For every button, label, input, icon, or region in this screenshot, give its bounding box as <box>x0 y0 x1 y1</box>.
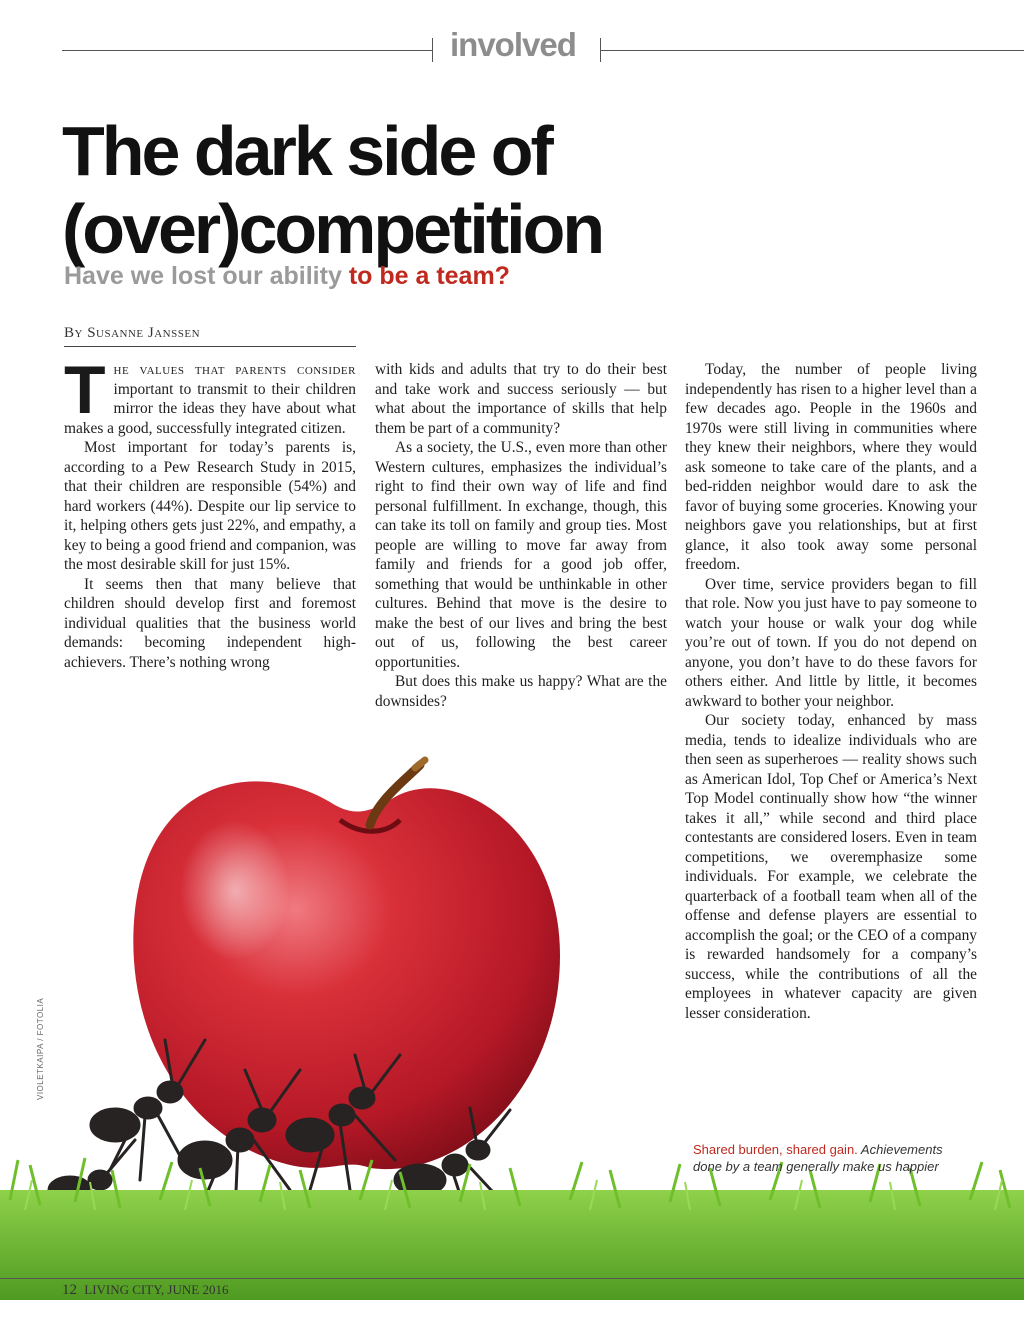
page-number: 12 <box>62 1282 77 1298</box>
footer-rule <box>0 1278 1024 1279</box>
col1-paragraph-1 <box>64 352 356 438</box>
caption-rest: Achievements done by a team generally make us happier <box>693 1142 943 1174</box>
section-label: involved <box>450 26 576 63</box>
col2-paragraph-3: But does this make us happy? What are the downsides? <box>375 673 667 710</box>
publication-info: LIVING CITY, JUNE 2016 <box>84 1282 229 1297</box>
photo-credit: VIOLETKAIPA / FOTOLIA <box>36 997 45 1100</box>
caption-lead: Shared burden, shared gain. <box>693 1142 858 1157</box>
apple-highlight <box>180 820 290 960</box>
col2-paragraph-1: with kids and adults that try to do their best and take work and success seriously — but what about the importance of skills that help them be part of a community? <box>375 361 667 437</box>
article-title <box>62 112 762 268</box>
article-subtitle <box>64 262 510 291</box>
col3-paragraph-2: Over time, service providers began to fill that role. Now you just have to pay someone to watch your house or walk your dog while you’re out of town. If you do not depend on anyone, you don’t have to do these favors for others either. And little by little, it becomes awkward to bother your neighbor. <box>685 575 977 710</box>
col1-paragraph-2: Most important for today’s parents is, according to a Pew Research Study in 2015, that their children are responsible (54%) and hard workers (44%). Despite our lip service to it, helping others gets just 22%, and empathy, a key to being a good friend and companion, was the most desirable skill for just 15%. <box>64 439 356 573</box>
subtitle-grey: Have we lost our ability <box>64 262 349 290</box>
section-rule-left <box>62 50 432 51</box>
lead-in-smallcaps: he values that parents consider <box>113 361 356 378</box>
col1-p1-rest: important to transmit to their children mirror the ideas they have about what makes a good, successfully integrated citizen. <box>64 380 356 437</box>
col2-paragraph-2: As a society, the U.S., even more than other Western cultures, emphasizes the individual’s right to find their own way of life and find personal fulfillment. In exchange, though, this can take its toll on family and group ties. Most people are willing to move far away from family and friends for a good job offer, something that would be unthinkable in other cultures. Behind that move is the desire to make the best of our lives and bring the best out of us, following the best career opportunities. <box>375 439 667 671</box>
section-tick-left <box>432 38 433 62</box>
col3-paragraph-3: Our society today, enhanced by mass media, tends to idealize individuals who are then seen as superheroes — reality shows such as American Idol, Top Chef or America’s Next Top Model continually show how “the winner takes it all,” while second and third place contestants are considered losers. Even in team competitions, we overemphasize some individuals. For example, we celebrate the quarterback of a football team when all of the offense and defense players are essential to accomplish the goal; or the CEO of a company is rewarded handsomely for a company’s success, while the contributions of all the employees in whatever capacity are given lesser consideration. <box>685 712 977 1022</box>
body-column-1 <box>64 352 356 672</box>
body-column-2 <box>375 360 667 711</box>
page-footer <box>62 1282 228 1299</box>
drop-cap: T <box>64 352 106 428</box>
col3-paragraph-1: Today, the number of people living independently has risen to a higher level than a few decades ago. People in the 1960s and 1970s were still living in communities where they knew their neighbors, where they would ask someone to take care of the plants, and a bed-ridden neighbor would dare to ask the favor of buying some groceries. Knowing your neighbors gave you relationships, but at first glance, it also took away some personal freedom. <box>685 361 977 573</box>
photo-caption <box>693 1141 973 1175</box>
article-title-line2: (over)competition <box>62 190 603 268</box>
byline: By Susanne Janssen <box>64 325 356 347</box>
article-title-line1: The dark side of <box>62 112 551 190</box>
col1-paragraph-3: It seems then that many believe that children should develop first and foremost individual qualities that the business world demands: becoming independent high-achievers. There’s nothing wrong <box>64 575 356 671</box>
subtitle-red: to be a team? <box>348 262 510 290</box>
apple-ants-photo <box>0 740 1024 1300</box>
section-rule-right <box>600 50 1024 51</box>
